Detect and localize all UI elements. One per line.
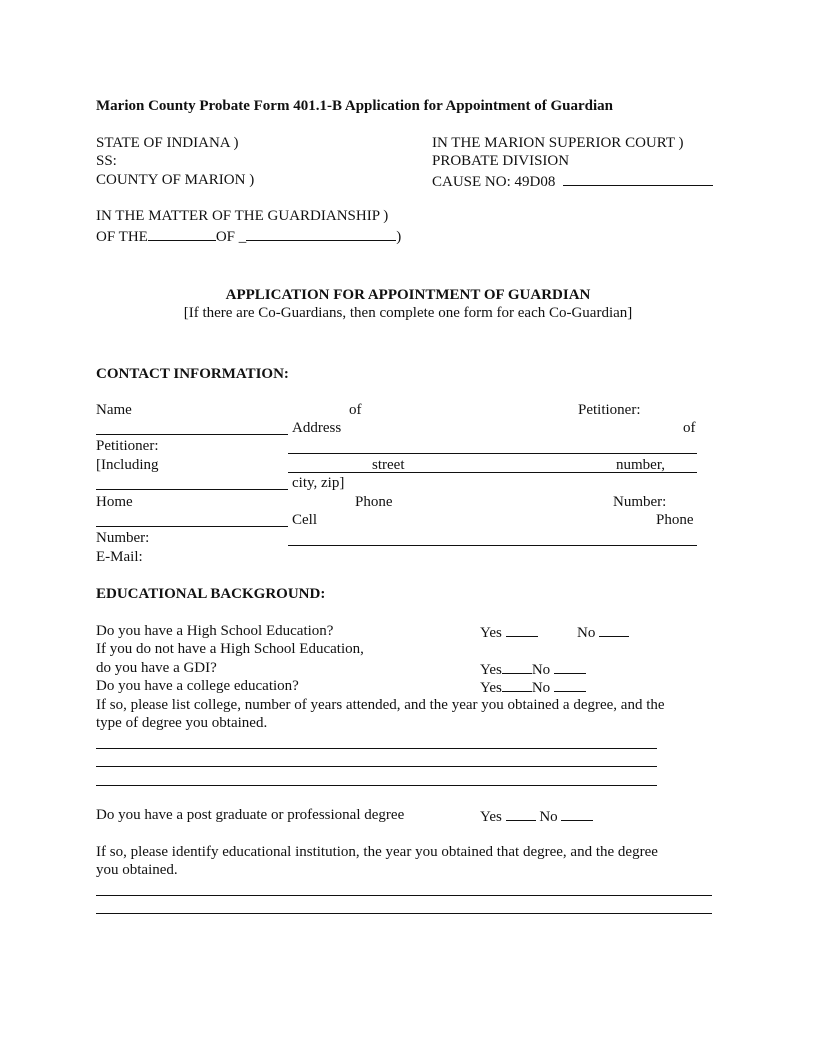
contact-number-label: number, — [616, 457, 665, 473]
contact-street-label: street — [372, 457, 405, 473]
application-heading: APPLICATION FOR APPOINTMENT OF GUARDIAN — [225, 287, 591, 303]
no-label: No — [539, 809, 558, 825]
cause-no-blank[interactable] — [563, 171, 713, 186]
gdi-yes-blank[interactable] — [502, 659, 532, 674]
college-followup-line1: If so, please list college, number of years attended, and the year you obtained a degree, and the — [96, 697, 665, 713]
caption-state: STATE OF INDIANA ) — [96, 135, 239, 151]
college-answer-line-3[interactable] — [96, 785, 657, 786]
cell-phone-blank[interactable] — [288, 545, 697, 546]
q-gdi-line1: If you do not have a High School Education, — [96, 641, 364, 657]
contact-name-label: Name — [96, 402, 132, 418]
postgrad-yes-blank[interactable] — [506, 806, 536, 821]
college-answer-line-2[interactable] — [96, 766, 657, 767]
no-label: No — [531, 680, 551, 696]
caption-cause-no — [432, 171, 713, 191]
caption-court: IN THE MARION SUPERIOR COURT ) — [432, 135, 684, 151]
education-heading: EDUCATIONAL BACKGROUND: — [96, 586, 326, 602]
caption-county: COUNTY OF MARION ) — [96, 172, 255, 188]
contact-including-label: [Including — [96, 457, 159, 473]
q-postgrad-answer — [480, 806, 593, 826]
postgrad-followup-line1: If so, please identify educational institution, the year you obtained that degree, and the degree — [96, 844, 658, 860]
matter-of-the: OF THE — [96, 229, 148, 245]
cause-no-label: CAUSE NO: 49D08 — [432, 174, 556, 190]
matter-line2 — [96, 226, 401, 246]
matter-line1: IN THE MATTER OF THE GUARDIANSHIP ) — [96, 208, 389, 224]
contact-cell-label: Cell — [292, 512, 317, 528]
contact-city-zip-label: city, zip] — [292, 475, 345, 491]
matter-name-blank[interactable] — [246, 226, 396, 241]
high-school-yes-blank[interactable] — [506, 622, 538, 637]
college-no-blank[interactable] — [554, 677, 586, 692]
home-phone-blank[interactable] — [96, 526, 288, 527]
q-college-answer — [480, 677, 586, 697]
postgrad-answer-line-1[interactable] — [96, 895, 712, 896]
yes-label: Yes — [480, 625, 502, 641]
gdi-no-blank[interactable] — [554, 659, 586, 674]
yes-label: Yes — [480, 809, 502, 825]
high-school-no-blank[interactable] — [599, 622, 629, 637]
yes-label: Yes — [480, 680, 502, 696]
q-high-school-no — [577, 622, 629, 642]
caption-division: PROBATE DIVISION — [432, 153, 570, 169]
q-gdi-line2: do you have a GDI? — [96, 660, 217, 676]
matter-underscore: _ — [238, 229, 247, 245]
contact-number-colon-label: Number: — [613, 494, 667, 510]
q-gdi-answer — [480, 659, 586, 679]
postgrad-no-blank[interactable] — [561, 806, 593, 821]
q-postgrad: Do you have a post graduate or professional degree — [96, 807, 405, 823]
name-blank[interactable] — [96, 434, 288, 435]
q-college: Do you have a college education? — [96, 678, 299, 694]
matter-close-paren: ) — [396, 229, 402, 245]
contact-email-label: E-Mail: — [96, 549, 143, 565]
postgrad-answer-line-2[interactable] — [96, 913, 712, 914]
q-high-school: Do you have a High School Education? — [96, 623, 334, 639]
postgrad-followup-line2: you obtained. — [96, 862, 178, 878]
caption-ss: SS: — [96, 153, 117, 169]
contact-petitioner2-label: Petitioner: — [96, 438, 159, 454]
address-blank-3[interactable] — [96, 489, 288, 490]
address-blank-1[interactable] — [288, 453, 697, 454]
no-label: No — [577, 625, 596, 641]
contact-address-label: Address — [292, 420, 342, 436]
yes-label: Yes — [480, 662, 502, 678]
contact-number2-label: Number: — [96, 530, 150, 546]
college-answer-line-1[interactable] — [96, 748, 657, 749]
application-subtitle: [If there are Co-Guardians, then complete one form for each Co-Guardian] — [183, 305, 633, 321]
college-yes-blank[interactable] — [502, 677, 532, 692]
contact-phone2-label: Phone — [656, 512, 694, 528]
form-title: Marion County Probate Form 401.1-B Application for Appointment of Guardian — [96, 98, 613, 114]
contact-petitioner-label: Petitioner: — [578, 402, 641, 418]
no-label: No — [531, 662, 551, 678]
contact-phone-label: Phone — [355, 494, 393, 510]
q-high-school-yes — [480, 622, 538, 642]
matter-of: OF — [215, 229, 235, 245]
contact-heading: CONTACT INFORMATION: — [96, 366, 289, 382]
matter-relation-blank[interactable] — [148, 226, 216, 241]
address-blank-2[interactable] — [288, 472, 697, 473]
college-followup-line2: type of degree you obtained. — [96, 715, 268, 731]
contact-of-label: of — [349, 402, 362, 418]
contact-home-label: Home — [96, 494, 133, 510]
contact-of2-label: of — [683, 420, 696, 436]
